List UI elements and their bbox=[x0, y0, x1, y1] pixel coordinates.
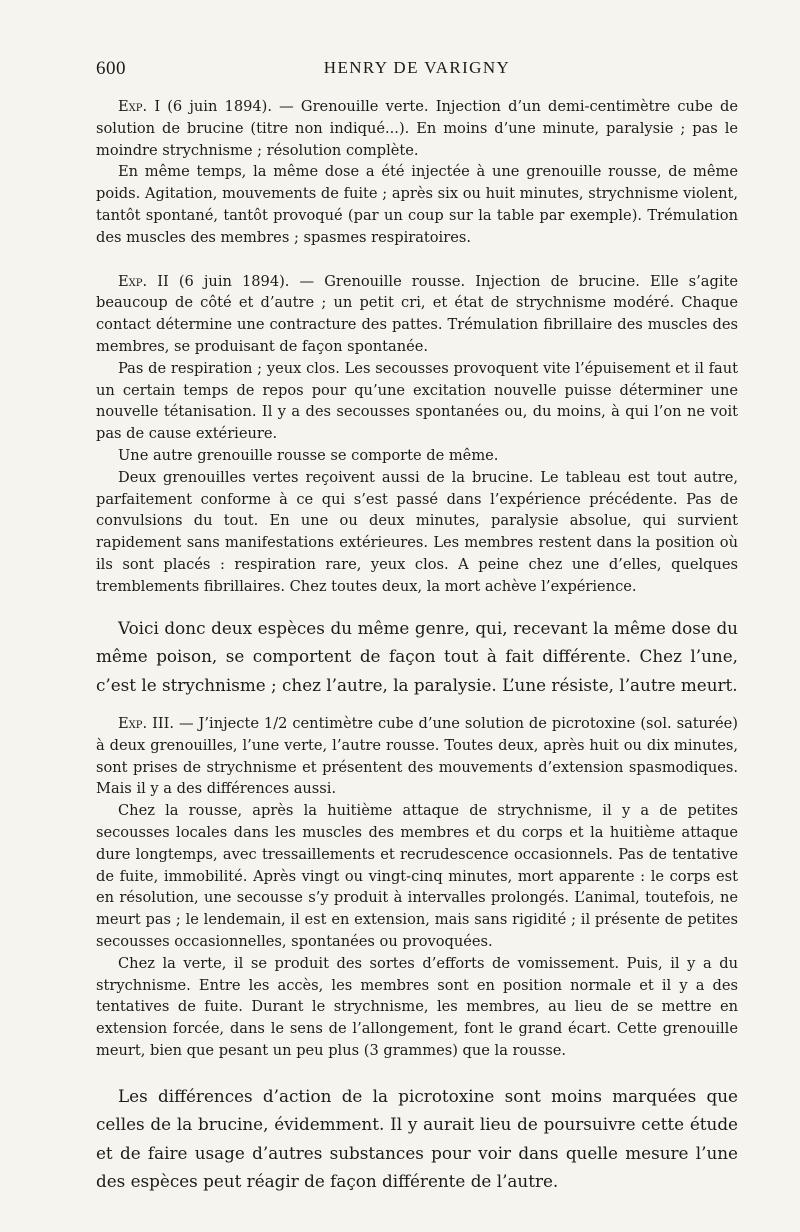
summary-paragraph-2: Les différences d’action de la picrotoxine sont moins marquées que celles de la brucine, évidemment. Il y aurait lieu de poursuivre cette étude et de faire usage d’autres substances pour voir dans quelle mesure l’une des espèces peut réagir de façon différente de l’autre. bbox=[96, 1085, 738, 1192]
exp1-label: Exp. bbox=[118, 98, 148, 115]
summary-paragraph-1: Voici donc deux espèces du même genre, qui, recevant la même dose du même poison, se comportent de façon tout à fait différente. Chez l’une, c’est le strychnisme ; chez l’autre, la paralysie. L’une résiste, l’autre meurt. bbox=[96, 617, 738, 695]
running-head bbox=[96, 58, 738, 86]
exp1-paragraph-2: En même temps, la même dose a été injectée à une grenouille rousse, de même poids. Agitation, mouvements de fuite ; après six ou huit minutes, strychnisme violent, tantôt spontané, tantôt provoqué (par un coup sur la table par exemple). Trémulation des muscles des membres ; spasmes respiratoires. bbox=[96, 163, 738, 246]
page-number: 600 bbox=[96, 58, 126, 79]
exp2-paragraph-2: Pas de respiration ; yeux clos. Les secousses provoquent vite l’épuisement et il faut un certain temps de repos pour qu’une excitation nouvelle puisse déterminer une nouvelle tétanisation. Il y a des secousses spontanées ou, du moins, à qui l’on ne voit pas de cause extérieure. bbox=[96, 359, 738, 443]
exp2-paragraph-4: Deux grenouilles vertes reçoivent aussi de la brucine. Le tableau est tout autre, parfaitement conforme à ce qui s’est passé dans l’expérience précédente. Pas de convulsions du tout. En une ou deux minutes, paralysie absolue, qui survient rapidement sans manifestations extérieures. Les membres restent dans la position où ils sont placés : respiration rare, yeux clos. A peine chez une d’elles, quelques tremblements fibrillaires. Chez toutes deux, la mort achève l’expérience. bbox=[96, 468, 738, 595]
exp2-paragraph-1 bbox=[96, 271, 738, 358]
exp3-label: Exp. bbox=[118, 715, 148, 733]
exp1-text-1: I (6 juin 1894). — Grenouille verte. Injection d’un demi-centimètre cube de solution de brucine (titre non indiqué...). En moins d’une minute, paralysie ; pas le moindre strychnisme ; résolution complète. bbox=[96, 98, 739, 159]
page-body bbox=[96, 96, 738, 1196]
exp2-paragraph-3: Une autre grenouille rousse se comporte de même. bbox=[118, 446, 499, 464]
exp3-paragraph-3: Chez la verte, il se produit des sortes d’efforts de vomissement. Puis, il y a du strychnisme. Entre les accès, les membres sont en position normale et il y a des tentatives de fuite. Durant le strychnisme, les membres, au lieu de se mettre en extension forcée, dans le sens de l’allongement, font le grand écart. Cette grenouille meurt, bien que pesant un peu plus (3 grammes) que la rousse. bbox=[96, 954, 738, 1059]
exp2-text-1: II (6 juin 1894). — Grenouille rousse. Injection de brucine. Elle s’agite beaucoup de côté et d’autre ; un petit cri, et état de strychnisme modéré. Chaque contact détermine une contracture des pattes. Trémulation fibrillaire des muscles des membres, se produisant de façon spontanée. bbox=[96, 272, 738, 355]
exp3-paragraph-2: Chez la rousse, après la huitième attaque de strychnisme, il y a de petites secousses locales dans les muscles des membres et du corps et la huitième attaque dure longtemps, avec tressaillements et recrudescence occasionnels. Pas de tentative de fuite, immobilité. Après vingt ou vingt-cinq minutes, mort apparente : le corps est en résolution, une secousse s’y produit à intervalles prolongés. L’animal, toutefois, ne meurt pas ; le lendemain, il est en extension, mais sans rigidité ; il présente de petites secousses occasionnelles, spontanées ou provoquées. bbox=[96, 802, 738, 950]
exp1-paragraph-1 bbox=[96, 96, 738, 161]
running-title: HENRY DE VARIGNY bbox=[323, 58, 511, 77]
exp3-paragraph-1 bbox=[96, 713, 738, 800]
exp2-label: Exp. bbox=[118, 272, 148, 290]
exp3-text-1: III. — J’injecte 1/2 centimètre cube d’une solution de picrotoxine (sol. saturée) à deux grenouilles, l’une verte, l’autre rousse. Toutes deux, après huit ou dix minutes, sont prises de strychnisme et présentent des mouvements d’extension spasmodiques. Mais il y a des différences aussi. bbox=[96, 715, 738, 798]
